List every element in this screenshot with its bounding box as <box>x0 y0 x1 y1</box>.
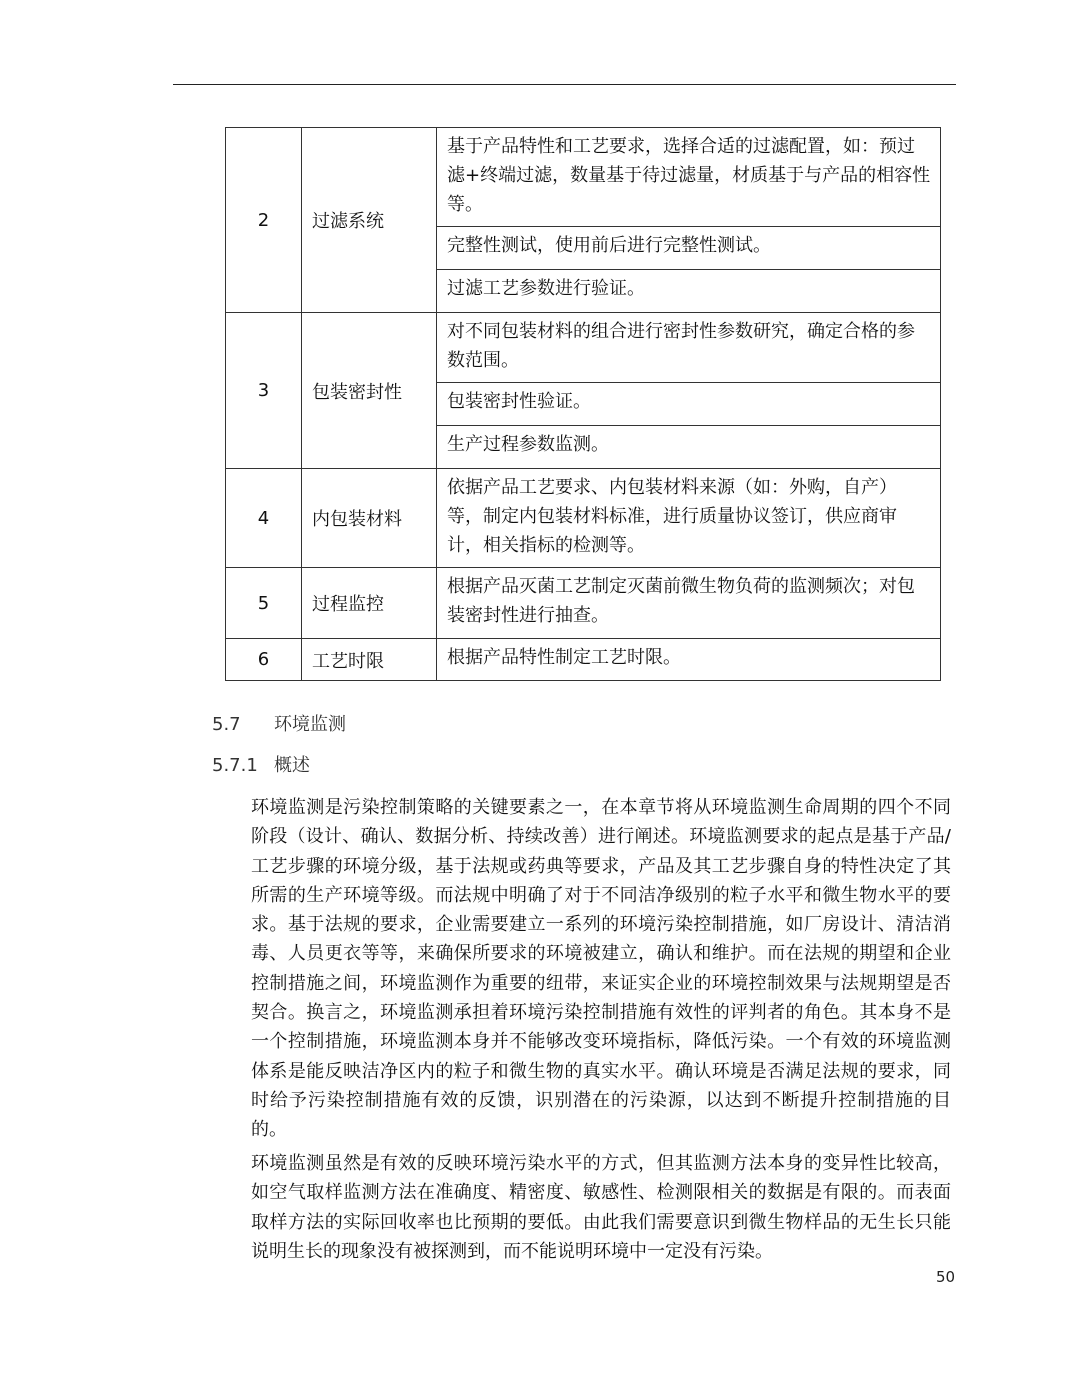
table-row <box>226 639 941 681</box>
subsection-heading <box>212 751 310 777</box>
description-line: 完整性测试，使用前后进行完整性测试。 <box>437 226 940 269</box>
row-description <box>437 313 941 469</box>
row-item: 工艺时限 <box>302 639 437 681</box>
row-number: 5 <box>226 568 302 639</box>
description-line: 包装密封性验证。 <box>437 382 940 425</box>
row-description <box>437 639 941 681</box>
section-heading <box>212 710 346 736</box>
description-line: 根据产品特性制定工艺时限。 <box>447 647 681 668</box>
row-item: 过程监控 <box>302 568 437 639</box>
row-description <box>437 469 941 568</box>
description-line: 对不同包装材料的组合进行密封性参数研究，确定合格的参数范围。 <box>447 321 915 371</box>
table-row <box>226 568 941 639</box>
row-number: 3 <box>226 313 302 469</box>
process-control-table <box>225 127 941 681</box>
section-number: 5.7 <box>212 714 241 735</box>
row-item: 内包装材料 <box>302 469 437 568</box>
subsection-title: 概述 <box>274 755 310 776</box>
page-number: 50 <box>936 1268 956 1286</box>
description-line: 过滤工艺参数进行验证。 <box>437 269 940 312</box>
description-line: 根据产品灭菌工艺制定灭菌前微生物负荷的监测频次；对包装密封性进行抽查。 <box>447 576 915 626</box>
header-rule <box>173 84 956 85</box>
row-number: 4 <box>226 469 302 568</box>
body-paragraph: 环境监测是污染控制策略的关键要素之一，在本章节将从环境监测生命周期的四个不同阶段（设计、确认、数据分析、持续改善）进行阐述。环境监测要求的起点是基于产品/工艺步骤的环境分级，基于法规或药典等要求，产品及其工艺步骤自身的特性决定了其所需的生产环境等级。而法规中明确了对于不同洁净级别的粒子水平和微生物水平的要求。基于法规的要求，企业需要建立一系列的环境污染控制措施，如厂房设计、清洁消毒、人员更衣等等，来确保所要求的环境被建立，确认和维护。而在法规的期望和企业控制措施之间，环境监测作为重要的纽带，来证实企业的环境控制效果与法规期望是否契合。换言之，环境监测承担着环境污染控制措施有效性的评判者的角色。其本身不是一个控制措施，环境监测本身并不能够改变环境指标，降低污染。一个有效的环境监测体系是能反映洁净区内的粒子和微生物的真实水平。确认环境是否满足法规的要求，同时给予污染控制措施有效的反馈，识别潜在的污染源，以达到不断提升控制措施的目的。 <box>251 797 951 1141</box>
row-description <box>437 128 941 313</box>
row-number: 2 <box>226 128 302 313</box>
row-description <box>437 568 941 639</box>
description-line: 基于产品特性和工艺要求，选择合适的过滤配置，如：预过滤+终端过滤，数量基于待过滤量，材质基于与产品的相容性等。 <box>447 136 931 215</box>
row-item: 过滤系统 <box>302 128 437 313</box>
table-row <box>226 313 941 469</box>
subsection-number: 5.7.1 <box>212 755 258 776</box>
body-paragraph: 环境监测虽然是有效的反映环境污染水平的方式，但其监测方法本身的变异性比较高，如空气取样监测方法在准确度、精密度、敏感性、检测限相关的数据是有限的。而表面取样方法的实际回收率也比预期的要低。由此我们需要意识到微生物样品的无生长只能说明生长的现象没有被探测到，而不能说明环境中一定没有污染。 <box>251 1153 951 1262</box>
section-title: 环境监测 <box>274 714 346 735</box>
row-item: 包装密封性 <box>302 313 437 469</box>
table-row <box>226 128 941 313</box>
table-row <box>226 469 941 568</box>
description-line: 依据产品工艺要求、内包装材料来源（如：外购，自产）等，制定内包装材料标准，进行质量协议签订，供应商审计，相关指标的检测等。 <box>447 477 897 556</box>
row-number: 6 <box>226 639 302 681</box>
description-line: 生产过程参数监测。 <box>437 425 940 468</box>
